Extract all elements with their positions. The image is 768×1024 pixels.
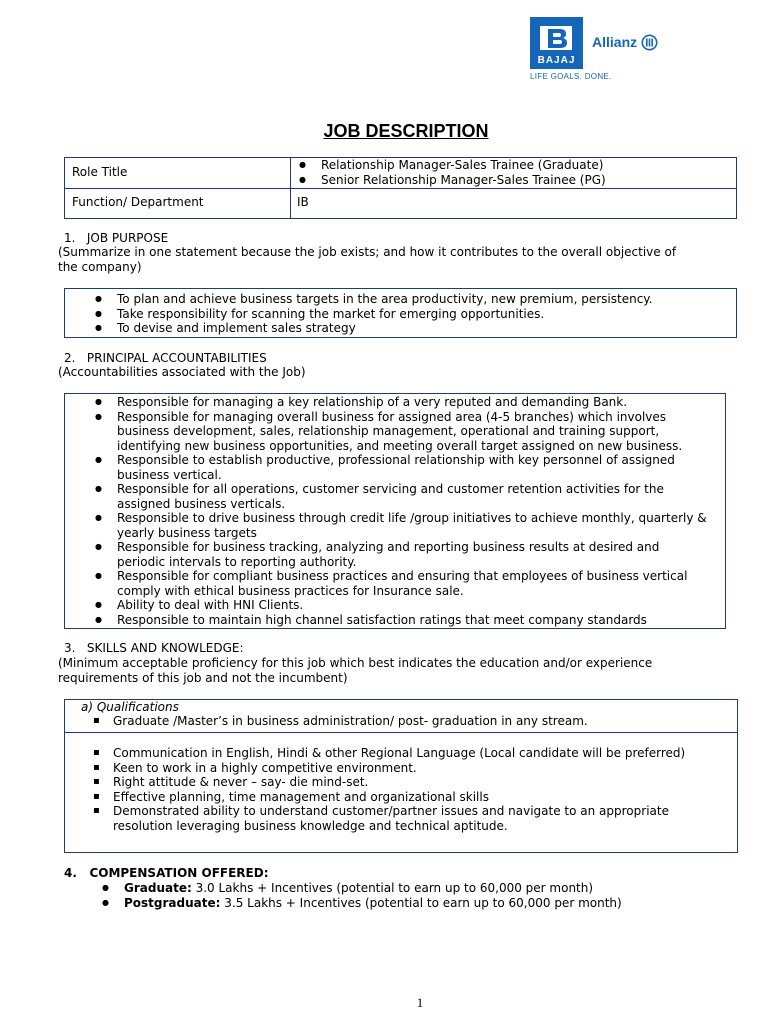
compensation-heading: 4. COMPENSATION OFFERED: xyxy=(64,866,269,880)
role-title-list xyxy=(295,158,735,187)
list-item: ● Responsible for all operations, customer servicing and customer retention activities for the assigned business verticals. xyxy=(91,482,707,511)
skills-note: (Minimum acceptable proficiency for this job which best indicates the education and/or experience requirements of this job and not the incumbent) xyxy=(58,656,653,685)
skill-item: ▪ Right attitude & never – say- die mind-set. xyxy=(89,775,729,790)
function-value: IB xyxy=(297,195,309,209)
skill-item: ▪ Demonstrated ability to understand customer/partner issues and navigate to an appropriate resolution leveraging business knowledge and technical aptitude. xyxy=(89,804,729,833)
list-item: ● To devise and implement sales strategy xyxy=(91,321,711,336)
bajaj-b-icon xyxy=(538,24,574,52)
compensation-item xyxy=(98,896,698,911)
logo-brand-text: BAJAJ xyxy=(537,55,576,66)
compensation-list xyxy=(98,881,698,910)
qualifications-label: a) Qualifications xyxy=(81,700,179,714)
skill-item: ▪ Effective planning, time management and organizational skills xyxy=(89,790,729,805)
logo-tagline: LIFE GOALS. DONE. xyxy=(530,72,612,81)
list-item: ● Responsible for managing a key relationship of a very reputed and demanding Bank. xyxy=(91,395,707,410)
job-purpose-note: (Summarize in one statement because the job exists; and how it contributes to the overall objective of the company) xyxy=(58,245,677,274)
accountabilities-heading: 2. PRINCIPAL ACCOUNTABILITIES xyxy=(64,351,267,365)
page-number: 1 xyxy=(416,995,424,1010)
skills-box xyxy=(64,699,738,853)
skills-heading: 3. SKILLS AND KNOWLEDGE: xyxy=(64,641,244,655)
page-title: JOB DESCRIPTION xyxy=(323,121,489,141)
skill-item: ▪ Communication in English, Hindi & other Regional Language (Local candidate will be preferred) xyxy=(89,746,729,761)
list-item: ● Ability to deal with HNI Clients. xyxy=(91,598,707,613)
list-item: ● Responsible to drive business through credit life /group initiatives to achieve monthly, quarterly & yearly business targets xyxy=(91,511,707,540)
list-item: ● Responsible to establish productive, professional relationship with key personnel of assigned business vertical. xyxy=(91,453,707,482)
role-title-item: ● Relationship Manager-Sales Trainee (Graduate) xyxy=(295,158,735,173)
function-label: Function/ Department xyxy=(72,195,204,209)
list-item: ● Responsible for managing overall business for assigned area (4-5 branches) which involves business development, sales, relationship management, operational and training support, identifying new business opportunities, and meeting overall target assigned on new business. xyxy=(91,410,707,454)
compensation-text: 3.0 Lakhs + Incentives (potential to earn up to 60,000 per month) xyxy=(191,881,594,895)
job-purpose-box xyxy=(64,288,737,338)
compensation-item xyxy=(98,881,698,896)
compensation-label: Graduate: xyxy=(124,881,192,895)
list-item: ● Responsible for business tracking, analyzing and reporting business results at desired and periodic intervals to reporting authority. xyxy=(91,540,707,569)
compensation-text: 3.5 Lakhs + Incentives (potential to earn up to 60,000 per month) xyxy=(220,895,622,910)
accountabilities-note: (Accountabilities associated with the Job) xyxy=(58,365,306,379)
list-item: ● To plan and achieve business targets in the area productivity, new premium, persistency. xyxy=(91,292,711,307)
allianz-logo-text: Allianz xyxy=(592,34,638,50)
list-item: ● Take responsibility for scanning the market for emerging opportunities. xyxy=(91,307,711,322)
role-title-label: Role Title xyxy=(72,165,128,179)
role-title-item: ● Senior Relationship Manager-Sales Trainee (PG) xyxy=(295,173,735,188)
role-table xyxy=(64,157,737,219)
list-item: ● Responsible to maintain high channel satisfaction ratings that meet company standards xyxy=(91,613,707,628)
list-item: ● Responsible for compliant business practices and ensuring that employees of business vertical comply with ethical business practices for Insurance sale. xyxy=(91,569,707,598)
accountabilities-box xyxy=(64,393,726,629)
job-purpose-heading: 1. JOB PURPOSE xyxy=(64,231,169,245)
skill-item: ▪ Keen to work in a highly competitive environment. xyxy=(89,761,729,776)
allianz-icon xyxy=(641,34,658,51)
qualification-item: ▪ Graduate /Master’s in business administration/ post- graduation in any stream. xyxy=(89,714,709,729)
compensation-label: Postgraduate: xyxy=(124,895,221,910)
